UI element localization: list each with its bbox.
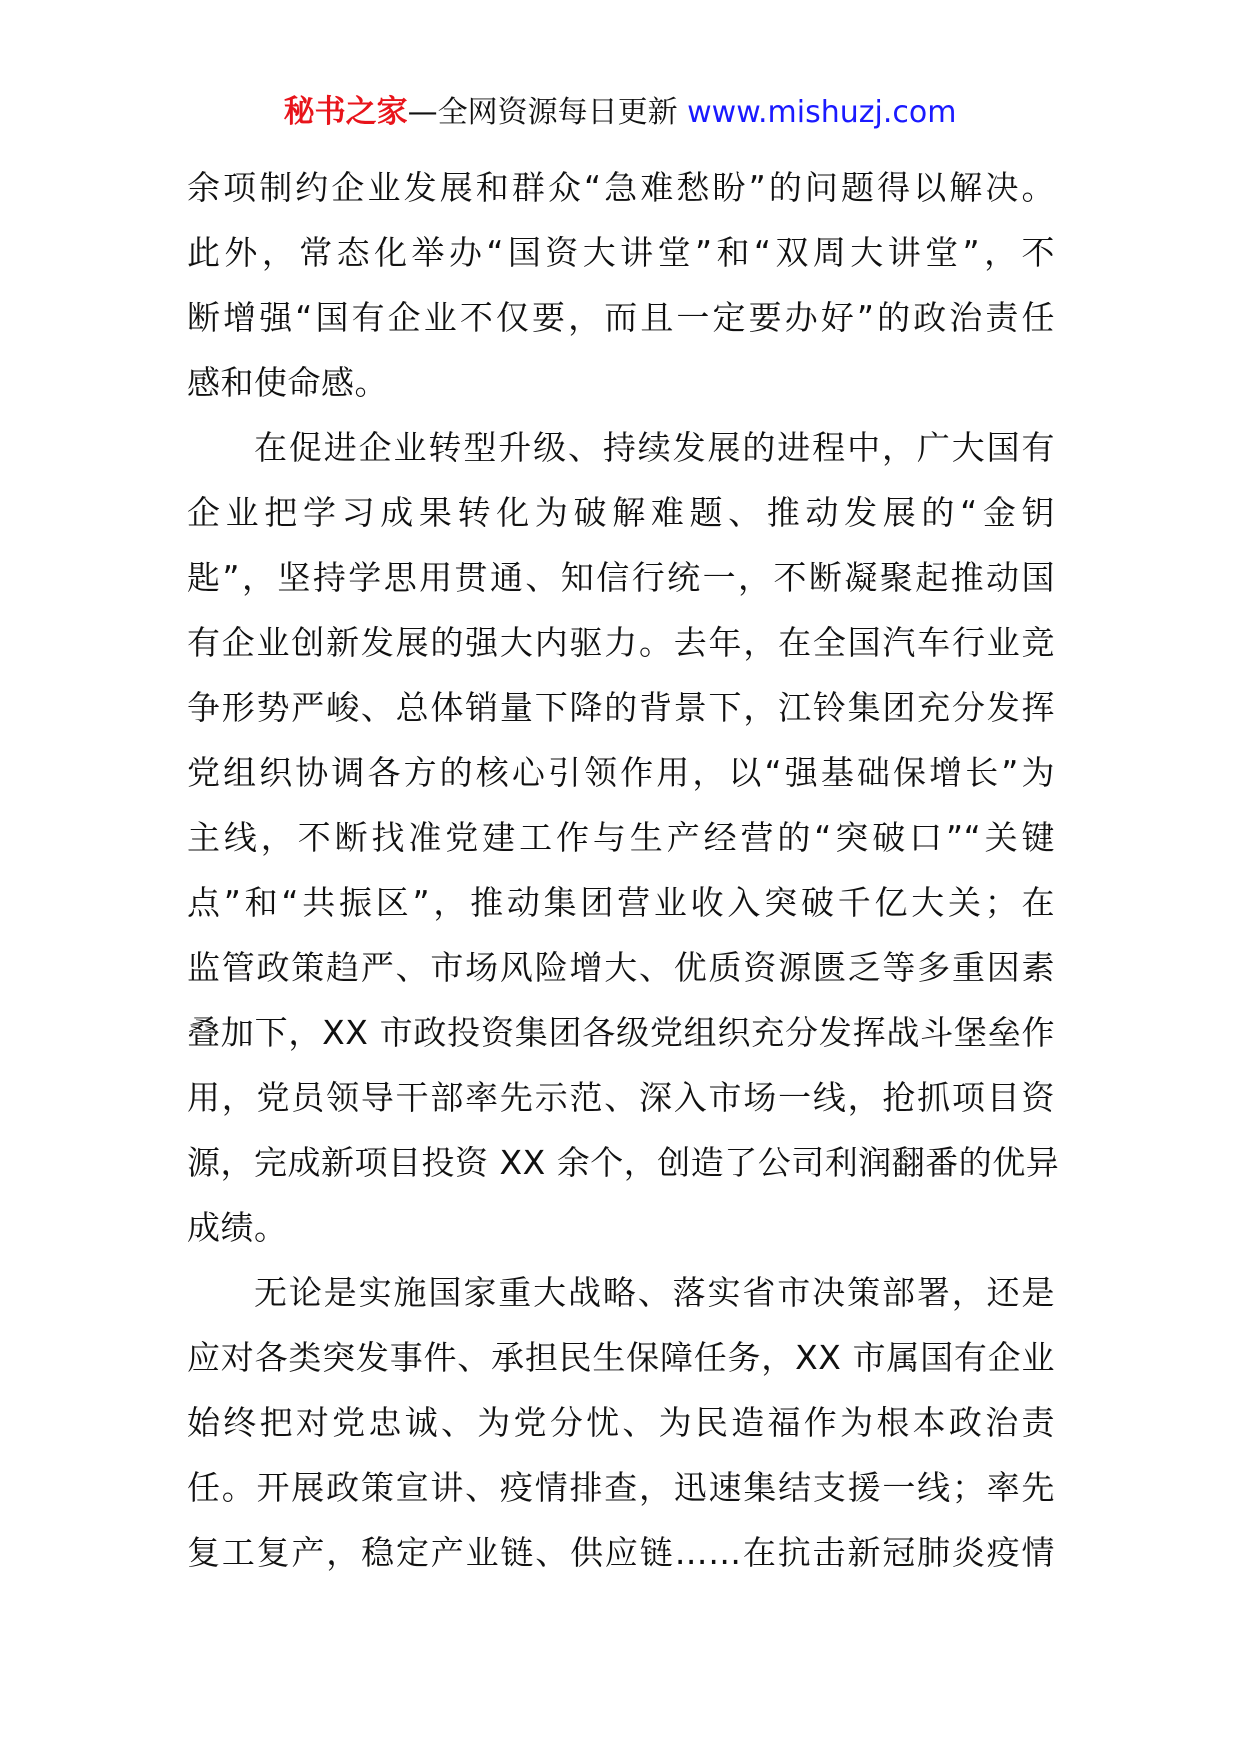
text-line: 成绩。 xyxy=(187,1208,288,1247)
text-line: 复工复产，稳定产业链、供应链……在抗击新冠肺炎疫情 xyxy=(187,1533,1055,1572)
text-line: 争形势严峻、总体销量下降的背景下，江铃集团充分发挥 xyxy=(187,688,1055,727)
text-line: 有企业创新发展的强大内驱力。去年，在全国汽车行业竞 xyxy=(187,623,1055,662)
paragraph-first-line: 无论是实施国家重大战略、落实省市决策部署，还是 xyxy=(254,1273,1055,1312)
site-url-link[interactable]: www.mishuzj.com xyxy=(687,95,957,130)
text-line: 匙”，坚持学思用贯通、知信行统一，不断凝聚起推动国 xyxy=(187,558,1055,597)
text-line: 用，党员领导干部率先示范、深入市场一线，抢抓项目资 xyxy=(187,1078,1055,1117)
text-line: 始终把对党忠诚、为党分忧、为民造福作为根本政治责 xyxy=(187,1403,1055,1442)
site-brand: 秘书之家 xyxy=(283,94,408,130)
site-header xyxy=(0,92,1240,133)
text-line: 监管政策趋严、市场风险增大、优质资源匮乏等多重因素 xyxy=(187,948,1055,987)
text-line: 余项制约企业发展和群众“急难愁盼”的问题得以解决。 xyxy=(187,168,1055,207)
text-line: 此外，常态化举办“国资大讲堂”和“双周大讲堂”，不 xyxy=(187,233,1055,272)
text-line: 断增强“国有企业不仅要，而且一定要办好”的政治责任 xyxy=(187,298,1055,337)
text-line: 主线，不断找准党建工作与生产经营的“突破口”“关键 xyxy=(187,818,1055,857)
site-tagline: —全网资源每日更新 xyxy=(407,95,688,130)
text-line: 党组织协调各方的核心引领作用，以“强基础保增长”为 xyxy=(187,753,1055,792)
text-line: 感和使命感。 xyxy=(187,363,388,402)
text-line: 应对各类突发事件、承担民生保障任务，XX 市属国有企业 xyxy=(187,1338,1055,1377)
document-body xyxy=(187,155,1060,1585)
paragraph-first-line: 在促进企业转型升级、持续发展的进程中，广大国有 xyxy=(254,428,1055,467)
text-line: 叠加下，XX 市政投资集团各级党组织充分发挥战斗堡垒作 xyxy=(187,1013,1055,1052)
text-line: 源，完成新项目投资 XX 余个，创造了公司利润翻番的优异 xyxy=(187,1143,1060,1182)
text-line: 点”和“共振区”，推动集团营业收入突破千亿大关；在 xyxy=(187,883,1055,922)
text-line: 任。开展政策宣讲、疫情排查，迅速集结支援一线；率先 xyxy=(187,1468,1055,1507)
text-line: 企业把学习成果转化为破解难题、推动发展的“金钥 xyxy=(187,493,1055,532)
